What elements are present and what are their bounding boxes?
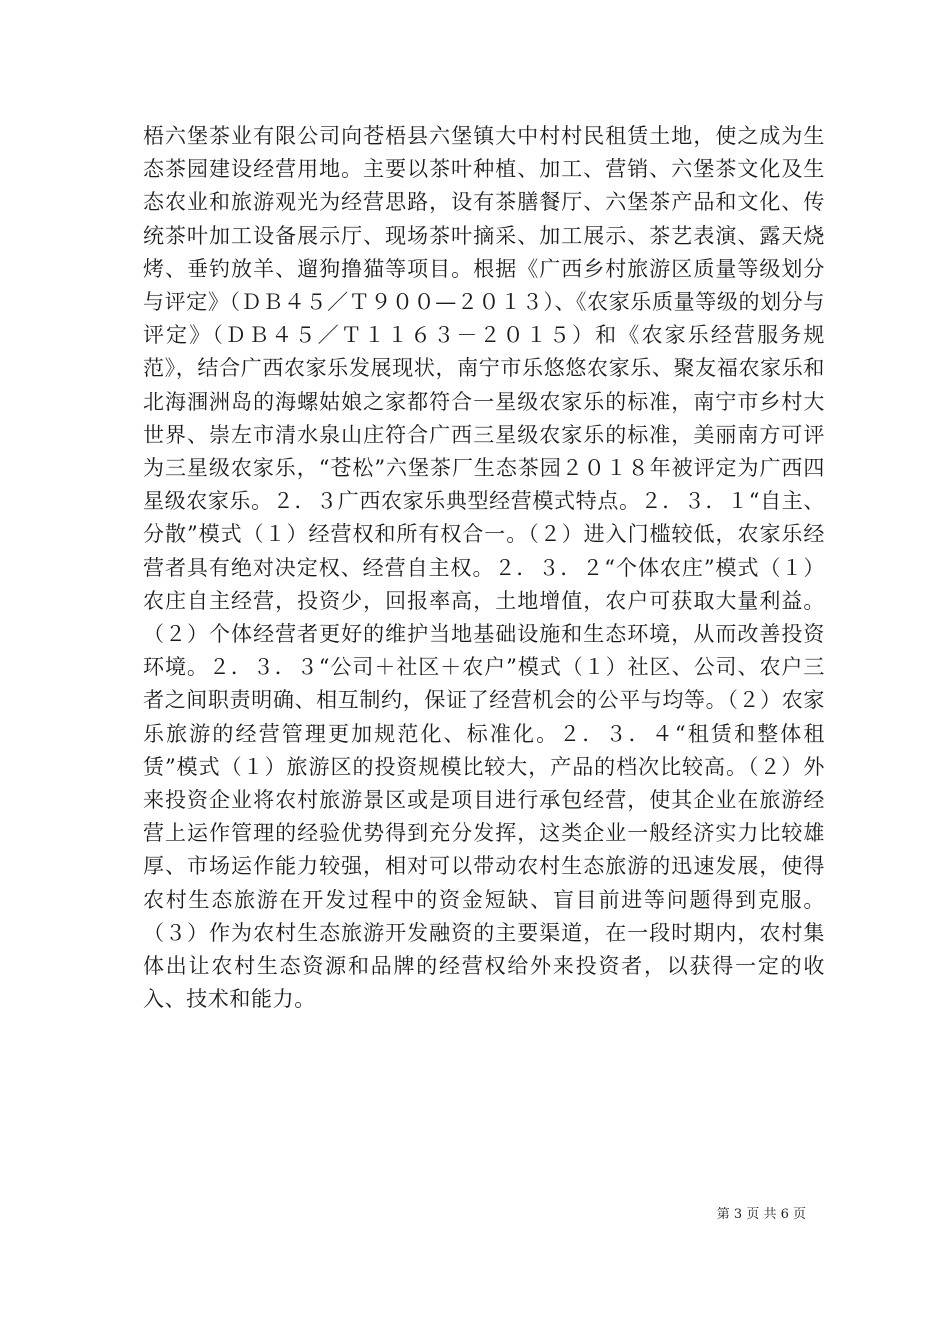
body-paragraph: 梧六堡茶业有限公司向苍梧县六堡镇大中村村民租赁土地，使之成为生态茶园建设经营用地。主要以茶叶种植、加工、营销、六堡茶文化及生态农业和旅游观光为经营思路，设有茶膳餐厅、六堡茶产品和文化、传统茶叶加工设备展示厅、现场茶叶摘采、加工展示、茶艺表演、露天烧烤、垂钓放羊、遛狗撸猫等项目。根据《广西乡村旅游区质量等级划分与评定》（ＤＢ４５／Ｔ９００—２０１３）、《农家乐质量等级的划分与评定》（ＤＢ４５／Ｔ１１６３－２０１５）和《农家乐经营服务规范》，结合广西农家乐发展现状，南宁市乐悠悠农家乐、聚友福农家乐和北海涠洲岛的海螺姑娘之家都符合一星级农家乐的标准，南宁市乡村大世界、崇左市清水泉山庄符合广西三星级农家乐的标准，美丽南方可评为三星级农家乐，“苍松”六堡茶厂生态茶园２０１８年被评定为广西四星级农家乐。２．３广西农家乐典型经营模式特点。２．３．１“自主、分散”模式（１）经营权和所有权合一。（２）进入门槛较低，农家乐经营者具有绝对决定权、经营自主权。２．３．２“个体农庄”模式（１）农庄自主经营，投资少，回报率高，土地增值，农户可获取大量利益。（２）个体经营者更好的维护当地基础设施和生态环境，从而改善投资环境。２．３．３“公司＋社区＋农户”模式（１）社区、公司、农户三者之间职责明确、相互制约，保证了经营机会的公平与均等。（２）农家乐旅游的经营管理更加规范化、标准化。２．３．４“租赁和整体租赁”模式（１）旅游区的投资规模比较大，产品的档次比较高。（２）外来投资企业将农村旅游景区或是项目进行承包经营，使其企业在旅游经营上运作管理的经验优势得到充分发挥，这类企业一般经济实力比较雄厚、市场运作能力较强，相对可以带动农村生态旅游的迅速发展，使得农村生态旅游在开发过程中的资金短缺、盲目前进等问题得到克服。（３）作为农村生态旅游开发融资的主要渠道，在一段时期内，农村集体出让农村生态资源和品牌的经营权给外来投资者，以获得一定的收入、技术和能力。 [143, 124, 825, 1012]
page-number-footer: 第 3 页 共 6 页 [716, 1207, 806, 1222]
